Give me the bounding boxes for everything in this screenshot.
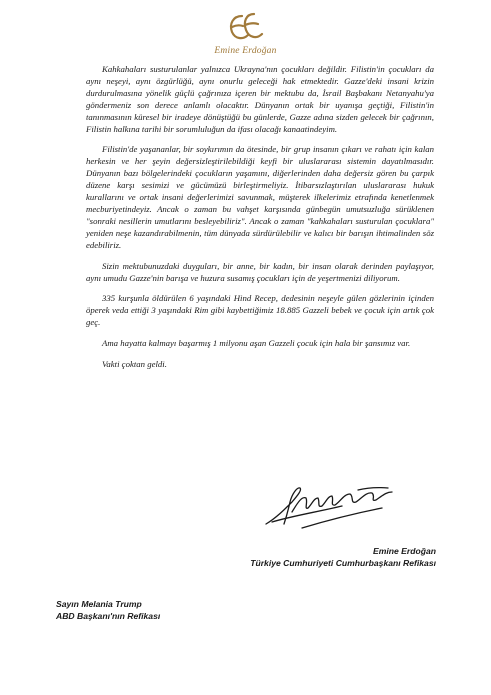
signer-block bbox=[196, 545, 436, 569]
letterhead-name: Emine Erdoğan bbox=[214, 46, 277, 56]
recipient-block bbox=[56, 598, 316, 622]
signer-title: Türkiye Cumhuriyeti Cumhurbaşkanı Refikası bbox=[250, 558, 436, 568]
closing-line: Vakti çoktan geldi. bbox=[102, 359, 167, 370]
recipient-name: Sayın Melania Trump bbox=[56, 599, 142, 609]
paragraph: 335 kurşunla öldürülen 6 yaşındaki Hind Recep, dedesinin neşeyle gülen gözlerinin içinden öperek veda ettiği 3 yaşındaki Rim gibi kaybettiğimiz 18.885 Gazzeli bebek ve çocuk için artık çok geç. bbox=[86, 293, 434, 328]
letterhead bbox=[0, 8, 491, 56]
signer-name: Emine Erdoğan bbox=[372, 546, 436, 556]
handwritten-signature bbox=[262, 484, 396, 530]
monogram-logo-icon bbox=[224, 8, 268, 46]
recipient-title: ABD Başkanı'nın Refikası bbox=[56, 611, 161, 621]
paragraph: Sizin mektubunuzdaki duyguları, bir anne, bir kadın, bir insan olarak derinden paylaşıyor, aynı umudu Gazze'nin barışa ve huzura susamış çocukları için de yeşertmenizi diliyorum. bbox=[86, 260, 434, 283]
paragraph: Ama hayatta kalmayı başarmış 1 milyonu aşan Gazzeli çocuk için hala bir şansımız var. bbox=[102, 338, 411, 349]
letter-body bbox=[86, 64, 434, 380]
paragraph: Filistin'de yaşananlar, bir soykırımın da ötesinde, bir grup insanın çıkarı ve rahatı için kalan herkesin ve her şeyin değersizleştirilebildiği keyfi bir uluslararası sistemin dayatılmasıdır. Dünyanın bazı bölgelerindeki çocukların yaşamını, diğerlerinden daha değersiz gören bu çarpık düzene karşı sesimizi ve gücümüzü birleştirmeliyiz. İtibarsızlaştırılan uluslararası hukuk kurallarını ve ortak insani değerlerimizi savunmak, müşterek ilkelerimiz etrafında kenetlenmek mecburiyetindeyiz. Ancak o zaman bu vahşet karşısında günbegün umutsuzluğa sürüklenen "sonraki nesillerin umutlarını besleyebiliriz". Ancak o zaman "kahkahaları susturulan çocuklara" yeniden neşe kazandırabilmenin, tüm dünyada sürdürülebilir ve kalıcı bir barışın ihtimalinden söz edebiliriz. bbox=[86, 144, 434, 250]
paragraph: Kahkahaları susturulanlar yalnızca Ukrayna'nın çocukları değildir. Filistin'in çocukları da aynı neşeyi, aynı özgürlüğü, aynı onurlu geleceği hak etmektedir. Gazze'deki insani krizin durdurulmasına yönelik güçlü çağrınıza içeren bir mektubu da, İsrail Başbakanı Netanyahu'ya göndermeniz son derece anlamlı olacaktır. Dünyanın ortak bir uyanışa geçtiği, Filistin'in tanınmasının küresel bir iradeye dönüştüğü bu günlerde, Gazze adına sizden gelecek bir çağrının, Filistin halkına tarihi bir sorumluluğun da ifası olacağı kanaatindeyim. bbox=[86, 64, 434, 134]
